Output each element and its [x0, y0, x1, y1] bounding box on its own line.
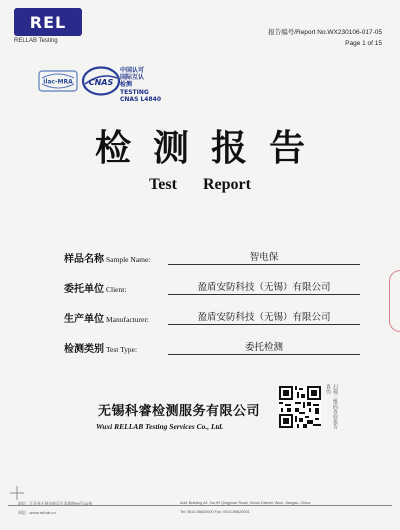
field-test-type: [64, 336, 360, 366]
field-label-cn: 委托单位: [64, 284, 104, 295]
field-label: [64, 310, 149, 325]
cnas-line: 中国认可: [120, 67, 145, 74]
cnas-line: CNAS L4840: [120, 95, 162, 103]
company-name-chinese: 无锡科睿检测服务有限公司: [98, 404, 261, 419]
logo-text: REL: [29, 12, 67, 32]
field-value: 盈盾安防科技（无锡）有限公司: [197, 282, 331, 293]
field-sample-name: [64, 246, 360, 276]
field-underline: [168, 294, 360, 295]
field-underline: [168, 354, 360, 355]
field-underline: [168, 324, 360, 325]
page-indicator: Page 1 of 15: [345, 40, 382, 47]
report-number: 报告编号/Report No.WX230106-017-05: [268, 29, 382, 36]
company-logo: [14, 8, 82, 36]
field-manufacturer: [64, 306, 360, 336]
footer-divider: [8, 505, 392, 506]
field-label-en: Sample Name:: [106, 255, 151, 264]
footer-line: 网址：www.rellab.cn: [18, 510, 56, 515]
footer-english-address: [180, 499, 390, 517]
logo-subtitle: RELLAB Testing: [14, 38, 58, 44]
cnas-accreditation-text: [120, 67, 161, 103]
field-label-en: Client:: [106, 285, 127, 294]
field-underline: [168, 264, 360, 265]
cnas-logo-icon: [82, 66, 120, 96]
report-title-english: Test Report: [149, 176, 251, 193]
field-label-cn: 生产单位: [64, 314, 104, 325]
cnas-line: 检测: [120, 81, 133, 89]
field-client: [64, 276, 360, 306]
footer-line: Add: Building A1, No.99 Qingyuan Road, Xinwu District, Wuxi, Jiangsu, China: [180, 501, 311, 505]
field-value: 盈盾安防科技（无锡）有限公司: [197, 312, 331, 323]
cnas-line: TESTING: [120, 88, 149, 96]
field-label: [64, 340, 137, 355]
field-label-cn: 样品名称: [64, 254, 104, 265]
field-label-en: Manufacturer:: [106, 315, 149, 324]
qr-caption: 扫描二维码查验报告真伪: [325, 384, 338, 429]
report-fields: [64, 246, 360, 366]
field-value: 委托检测: [244, 342, 283, 353]
field-label-cn: 检测类别: [64, 344, 104, 355]
field-label-en: Test Type:: [106, 345, 138, 354]
field-label: [64, 250, 150, 265]
ilac-label: ilac-MRA: [43, 78, 73, 86]
qr-code-icon[interactable]: [279, 386, 321, 428]
company-name-english: Wuxi RELLAB Testing Services Co., Ltd.: [96, 422, 224, 431]
ilac-mra-icon: [38, 68, 78, 94]
corner-crosshair-icon: [10, 486, 24, 500]
cnas-label: CNAS: [88, 78, 114, 87]
footer-line: 地址：江苏省无锡市新吴区清源路99号A1栋: [18, 501, 93, 506]
seal-stamp-edge: [389, 270, 400, 332]
field-label: [64, 280, 126, 295]
report-title-chinese: 检测报告: [94, 128, 327, 169]
footer-line: Tel: 0510-85620000 Fax: 0510-85620001: [180, 510, 250, 514]
footer-chinese-address: [18, 499, 178, 517]
cnas-line: 国际互认: [120, 74, 145, 82]
field-value: 智电保: [249, 252, 279, 263]
